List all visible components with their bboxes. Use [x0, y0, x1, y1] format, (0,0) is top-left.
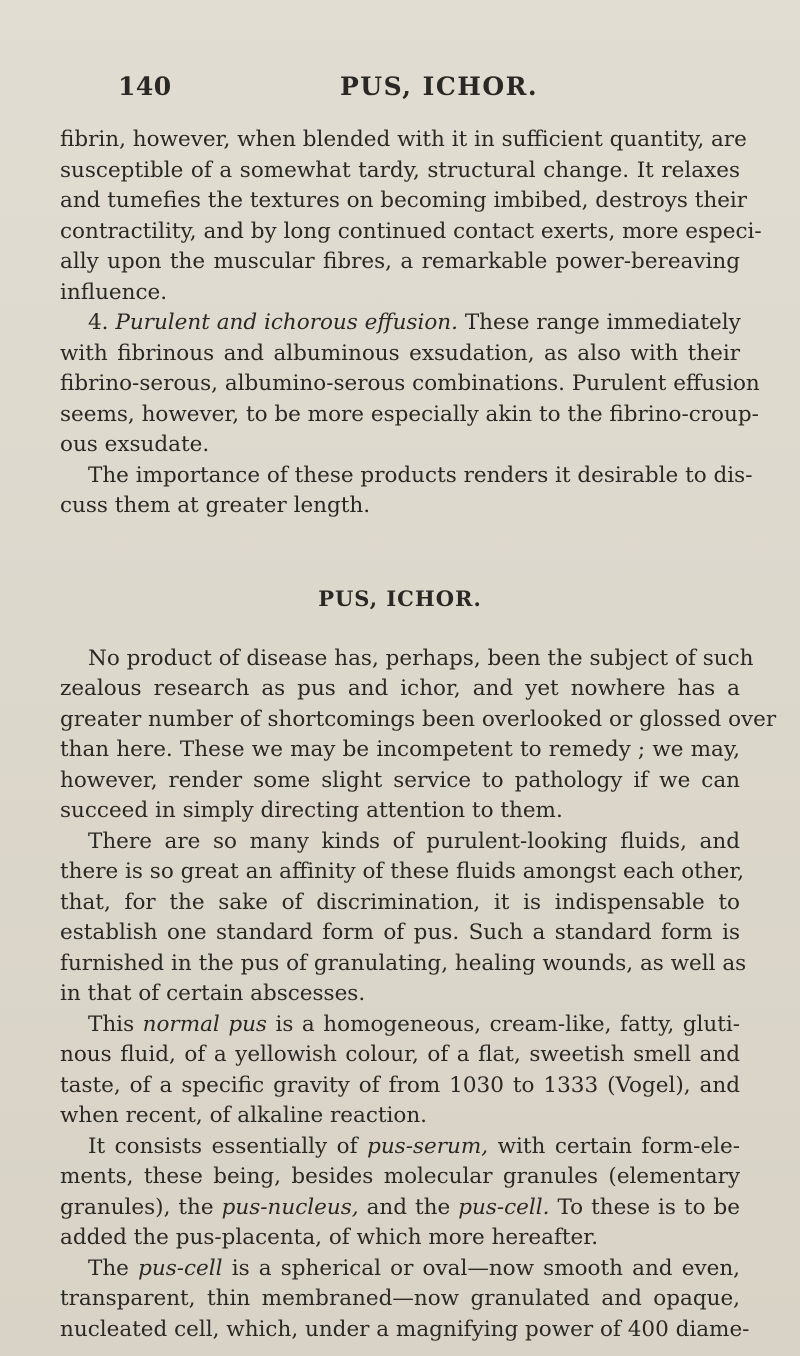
- text-line: [60, 1132, 740, 1163]
- text-line: [60, 308, 740, 339]
- text-line: that, for the sake of discrimination, it is indispensable to: [60, 889, 740, 915]
- text-line: cuss them at greater length.: [60, 493, 371, 518]
- text-line: influence.: [60, 279, 168, 305]
- text-line: [60, 1254, 740, 1285]
- page-header: [118, 72, 678, 112]
- text-fragment: is a homogeneous, cream-like, fatty, gluti-: [275, 1011, 740, 1037]
- text-fragment: The: [88, 1255, 129, 1281]
- text-line: There are so many kinds of purulent-looking fluids, and: [88, 828, 740, 854]
- text-line: contractility, and by long continued contact exerts, more especi-: [60, 218, 762, 244]
- heading-gap: [60, 614, 740, 644]
- text-line: ments, these being, besides molecular granules (elementary: [60, 1164, 740, 1189]
- text-line: taste, of a specific gravity of from 1030 to 1333 (Vogel), and: [60, 1072, 740, 1098]
- text-fragment: is a spherical or oval—now smooth and even,: [231, 1255, 740, 1281]
- text-line: furnished in the pus of granulating, healing wounds, as well as: [60, 950, 747, 976]
- text-line: when recent, of alkaline reaction.: [60, 1103, 428, 1128]
- text-line: fibrin, however, when blended with it in sufficient quantity, are: [60, 127, 747, 152]
- text-line: establish one standard form of pus. Such a standard form is: [60, 920, 740, 945]
- section-gap: [60, 522, 740, 584]
- text-line: greater number of shortcomings been overlooked or glossed over: [60, 706, 777, 732]
- text-line: seems, however, to be more especially akin to the fibrino-croup-: [60, 401, 759, 427]
- text-fragment: These range immediately: [464, 310, 741, 335]
- text-line: ous exsudate.: [60, 432, 210, 457]
- page-number: 140: [118, 72, 172, 101]
- text-line: nous fluid, of a yellowish colour, of a flat, sweetish smell and: [60, 1042, 740, 1067]
- text-fragment: To these is to be: [557, 1194, 741, 1220]
- text-fragment: This: [88, 1011, 135, 1037]
- italic-phrase: pus-serum,: [367, 1133, 489, 1159]
- text-line: [60, 1010, 740, 1041]
- body-text: [60, 125, 777, 1345]
- text-line: fibrino-serous, albumino-serous combinations. Purulent effusion: [60, 371, 760, 396]
- text-line: zealous research as pus and ichor, and yet nowhere has a: [60, 676, 740, 701]
- text-line: nucleated cell, which, under a magnifying power of 400 diame-: [60, 1316, 750, 1342]
- text-line: susceptible of a somewhat tardy, structural change. It relaxes: [60, 157, 740, 183]
- text-fragment: granules), the: [60, 1194, 214, 1220]
- italic-phrase: pus-cell.: [458, 1194, 550, 1220]
- text-line: The importance of these products renders it desirable to dis-: [88, 462, 753, 488]
- text-line: ally upon the muscular fibres, a remarkable power-bereaving: [60, 249, 740, 274]
- text-fragment: with certain form-ele-: [497, 1133, 740, 1159]
- text-line: transparent, thin membraned—now granulated and opaque,: [60, 1286, 740, 1311]
- running-head: PUS, ICHOR.: [340, 72, 539, 101]
- text-line: in that of certain abscesses.: [60, 981, 366, 1006]
- text-line: succeed in simply directing attention to them.: [60, 798, 563, 823]
- text-line: added the pus-placenta, of which more hereafter.: [60, 1225, 599, 1250]
- text-line: [60, 1193, 740, 1224]
- italic-phrase: Purulent and ichorous effusion.: [115, 310, 458, 335]
- text-line: and tumefies the textures on becoming imbibed, destroys their: [60, 188, 748, 213]
- text-line: there is so great an affinity of these fluids amongst each other,: [60, 859, 745, 884]
- italic-phrase: normal pus: [142, 1011, 267, 1037]
- section-heading: PUS, ICHOR.: [318, 585, 482, 611]
- italic-phrase: pus-cell: [138, 1255, 223, 1281]
- text-fragment: and the: [366, 1194, 451, 1220]
- text-line: than here. These we may be incompetent to remedy ; we may,: [60, 737, 740, 762]
- text-line: No product of disease has, perhaps, been the subject of such: [88, 645, 754, 671]
- text-fragment: It consists essentially of: [88, 1133, 358, 1159]
- item-number: 4.: [88, 310, 109, 335]
- text-line: with fibrinous and albuminous exsudation, as also with their: [60, 340, 740, 366]
- text-line: however, render some slight service to pathology if we can: [60, 767, 740, 793]
- italic-phrase: pus-nucleus,: [221, 1194, 359, 1220]
